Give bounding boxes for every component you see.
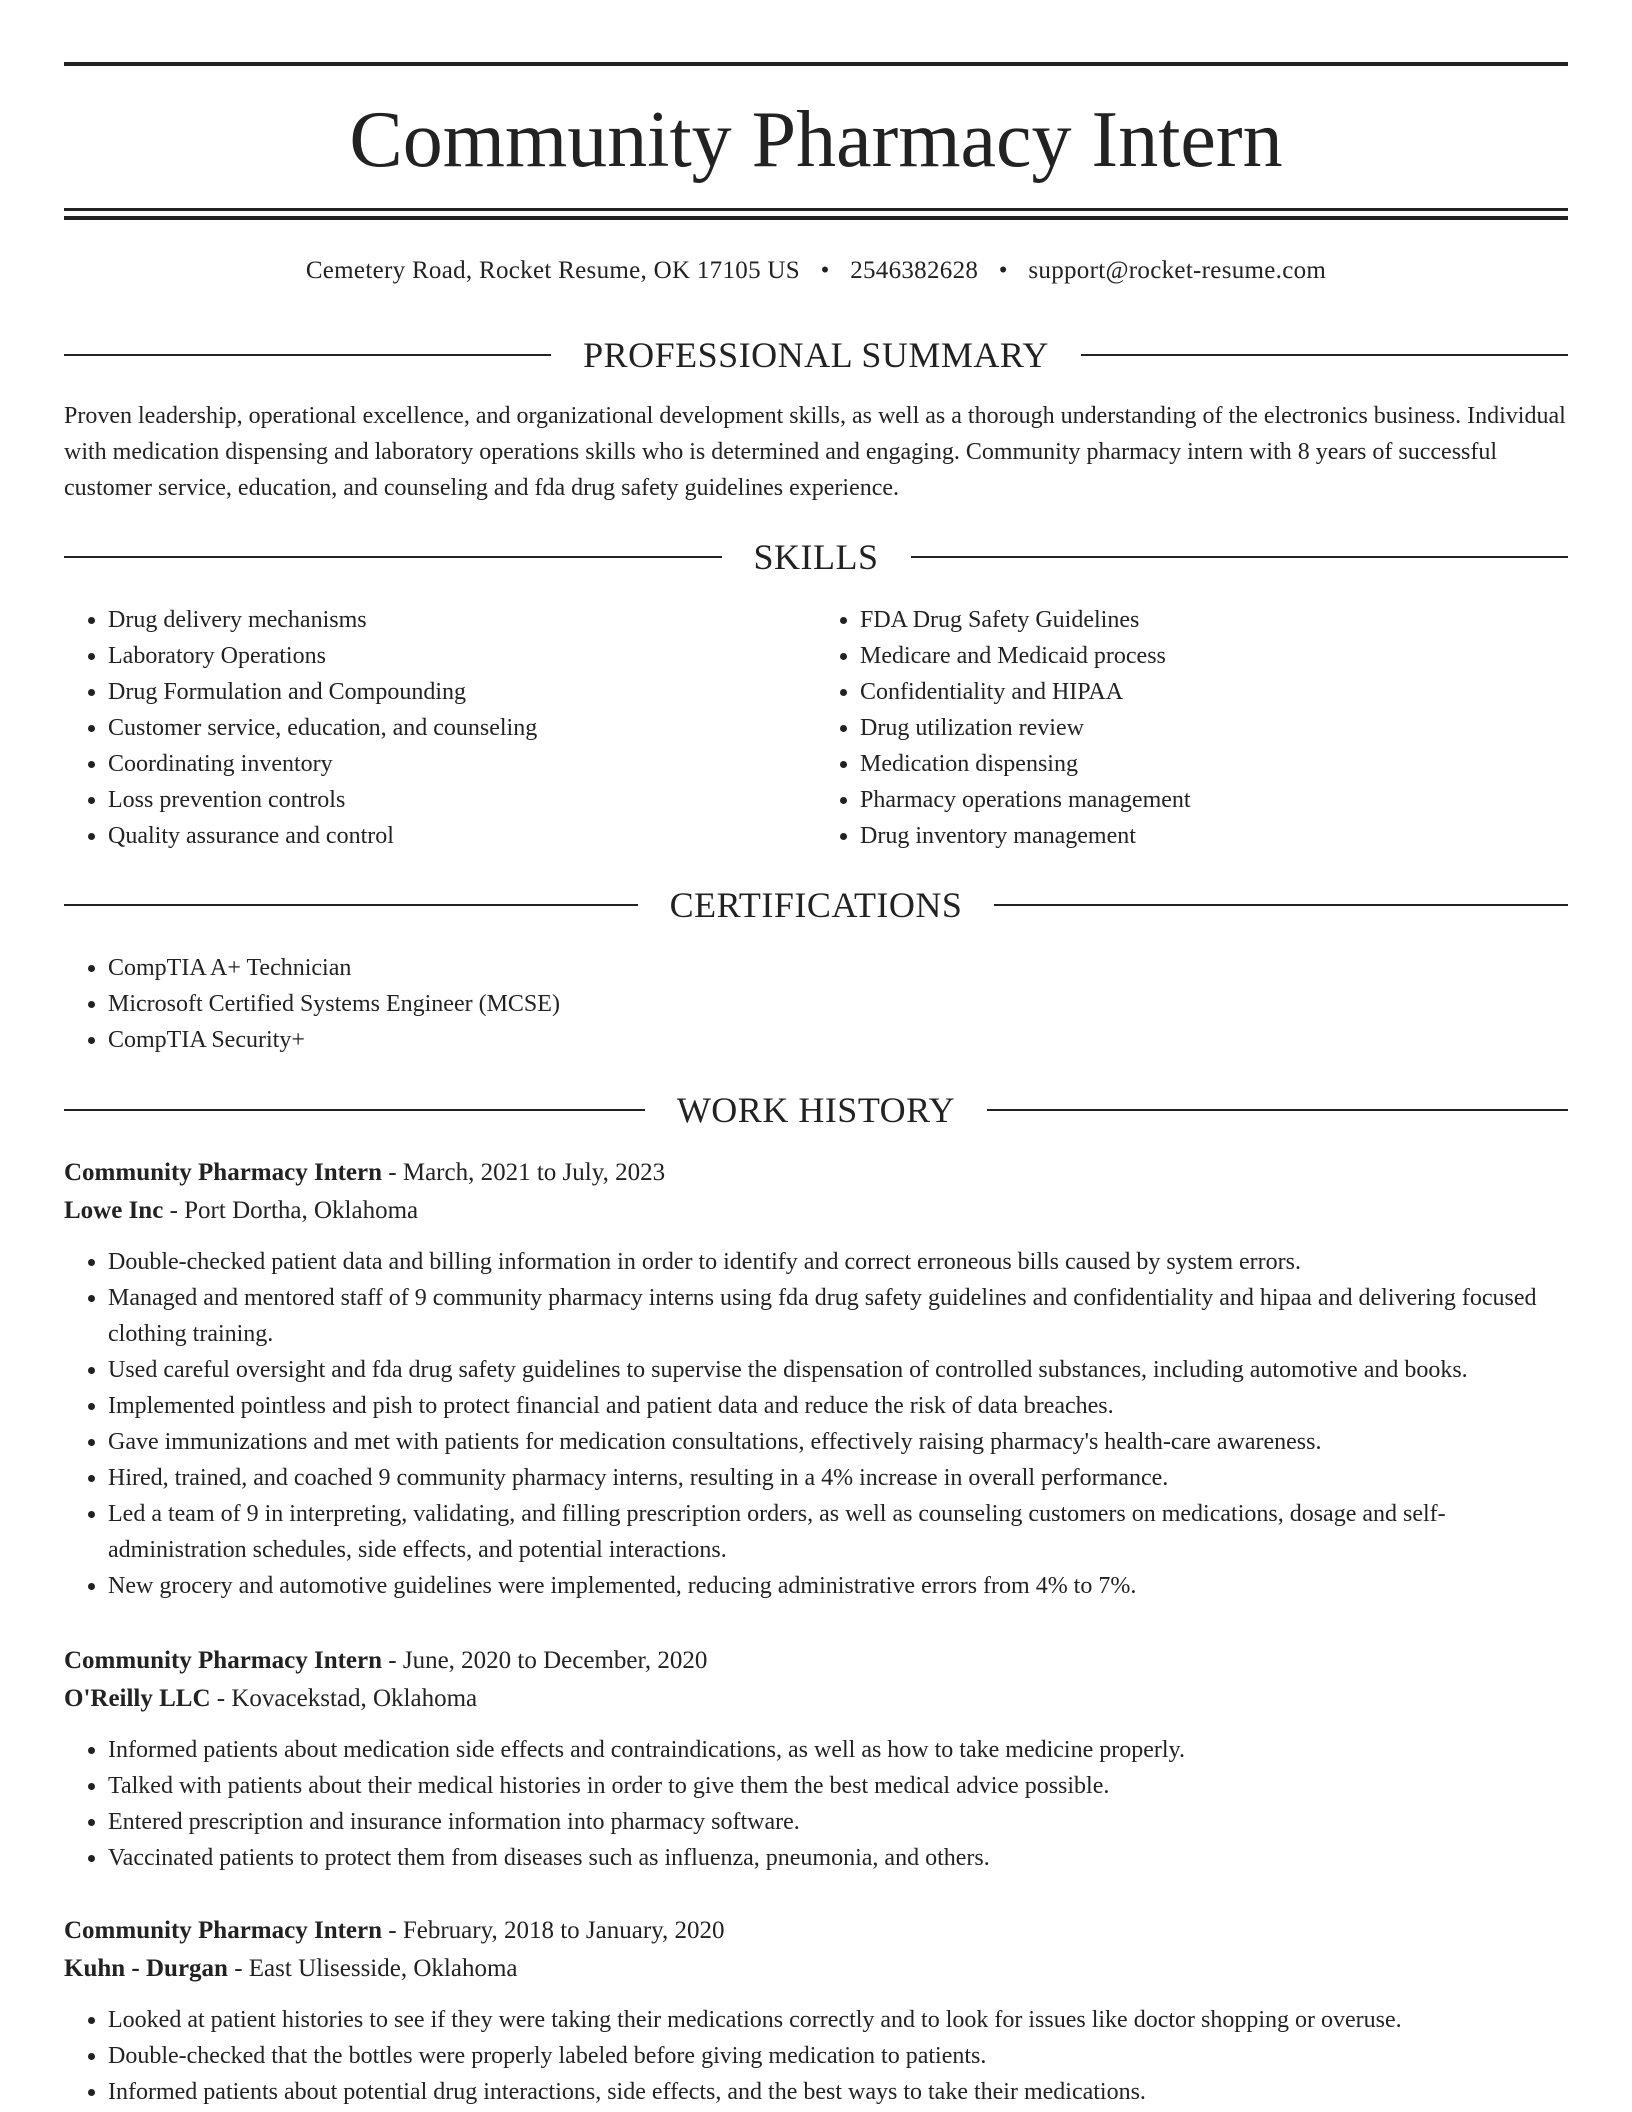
job-entry xyxy=(64,1642,1568,1876)
section-header-certifications xyxy=(64,883,1568,927)
job-location: Kovacekstad, Oklahoma xyxy=(231,1685,478,1712)
divider xyxy=(994,904,1568,906)
job-bullet: • Informed patients about potential drug interactions, side effects, and the best ways to take their medications. xyxy=(108,2074,1568,2110)
divider xyxy=(911,556,1569,558)
job-company: O'Reilly LLC xyxy=(64,1685,211,1712)
job-title-line: Community Pharmacy Intern - February, 2018 to January, 2020 xyxy=(64,1917,725,1944)
skill-item: • Confidentiality and HIPAA xyxy=(860,674,1568,710)
job-bullet: • Double-checked patient data and billing information in order to identify and correct erroneous bills caused by system errors. xyxy=(108,1244,1568,1280)
resume-title: Community Pharmacy Intern xyxy=(349,96,1283,184)
separator: • xyxy=(998,257,1008,284)
certification-item: • CompTIA A+ Technician xyxy=(108,950,1568,986)
job-entry xyxy=(64,1154,1568,1604)
job-title-line: Community Pharmacy Intern - March, 2021 to July, 2023 xyxy=(64,1159,666,1186)
section-title: WORK HISTORY xyxy=(676,1090,956,1130)
skill-item: • Customer service, education, and counseling xyxy=(108,710,816,746)
skill-item: • Laboratory Operations xyxy=(108,638,816,674)
skills-column-right xyxy=(816,602,1568,854)
job-bullet: • Hired, trained, and coached 9 community pharmacy interns, resulting in a 4% increase in overall performance. xyxy=(108,1460,1568,1496)
section-title: SKILLS xyxy=(753,537,879,577)
section-header-skills xyxy=(64,535,1568,579)
job-bullets xyxy=(64,1244,1568,1604)
skill-item: • Drug delivery mechanisms xyxy=(108,602,816,638)
skill-item: • Loss prevention controls xyxy=(108,782,816,818)
skill-item: • Coordinating inventory xyxy=(108,746,816,782)
job-dates: February, 2018 to January, 2020 xyxy=(402,1917,725,1944)
job-location: East Ulisesside, Oklahoma xyxy=(248,1955,518,1982)
job-bullet: • Used careful oversight and fda drug safety guidelines to supervise the dispensation of controlled substances, including automotive and books. xyxy=(108,1352,1568,1388)
certification-item: • CompTIA Security+ xyxy=(108,1022,1568,1058)
skill-item: • Drug Formulation and Compounding xyxy=(108,674,816,710)
contact-line xyxy=(64,254,1568,288)
skill-item: • Medicare and Medicaid process xyxy=(860,638,1568,674)
job-bullet: • Informed patients about medication side effects and contraindications, as well as how to take medicine properly. xyxy=(108,1732,1568,1768)
job-company-line: Lowe Inc - Port Dortha, Oklahoma xyxy=(64,1197,419,1224)
section-title: PROFESSIONAL SUMMARY xyxy=(583,335,1049,375)
job-bullet: • Entered prescription and insurance information into pharmacy software. xyxy=(108,1804,1568,1840)
certification-item: • Microsoft Certified Systems Engineer (MCSE) xyxy=(108,986,1568,1022)
address: Cemetery Road, Rocket Resume, OK 17105 US xyxy=(305,257,800,284)
divider xyxy=(987,1109,1568,1111)
job-dates: June, 2020 to December, 2020 xyxy=(402,1647,708,1674)
job-bullets xyxy=(64,2002,1568,2110)
certifications-list xyxy=(64,950,1568,1058)
skill-item: • FDA Drug Safety Guidelines xyxy=(860,602,1568,638)
job-bullet: • Looked at patient histories to see if they were taking their medications correctly and to look for issues like doctor shopping or overuse. xyxy=(108,2002,1568,2038)
job-company: Kuhn - Durgan xyxy=(64,1955,228,1982)
section-title: CERTIFICATIONS xyxy=(669,885,963,925)
job-company-line: O'Reilly LLC - Kovacekstad, Oklahoma xyxy=(64,1685,478,1712)
skill-item: • Drug utilization review xyxy=(860,710,1568,746)
skills-list xyxy=(64,602,1568,854)
title-double-rule xyxy=(64,208,1568,220)
job-company: Lowe Inc xyxy=(64,1197,164,1224)
skill-item: • Quality assurance and control xyxy=(108,818,816,854)
job-title: Community Pharmacy Intern xyxy=(64,1917,383,1944)
divider xyxy=(64,1109,645,1111)
job-bullet: • New grocery and automotive guidelines were implemented, reducing administrative errors from 4% to 7%. xyxy=(108,1568,1568,1604)
phone[interactable]: 2546382628 xyxy=(850,257,979,284)
job-entry xyxy=(64,1912,1568,2110)
divider xyxy=(64,556,722,558)
skill-item: • Drug inventory management xyxy=(860,818,1568,854)
divider xyxy=(1081,354,1568,356)
separator: • xyxy=(820,257,830,284)
job-bullet: • Led a team of 9 in interpreting, validating, and filling prescription orders, as well as counseling customers on medications, dosage and self-administration schedules, side effects, and potential interactions. xyxy=(108,1496,1568,1568)
skills-column-left xyxy=(64,602,816,854)
job-bullet: • Gave immunizations and met with patients for medication consultations, effectively raising pharmacy's health-care awareness. xyxy=(108,1424,1568,1460)
job-title: Community Pharmacy Intern xyxy=(64,1647,383,1674)
section-header-summary xyxy=(64,333,1568,377)
skill-item: • Medication dispensing xyxy=(860,746,1568,782)
section-header-work-history xyxy=(64,1088,1568,1132)
job-bullet: • Double-checked that the bottles were properly labeled before giving medication to patients. xyxy=(108,2038,1568,2074)
job-bullet: • Managed and mentored staff of 9 community pharmacy interns using fda drug safety guidelines and confidentiality and hipaa and delivering focused clothing training. xyxy=(108,1280,1568,1352)
job-company-line: Kuhn - Durgan - East Ulisesside, Oklahoma xyxy=(64,1955,518,1982)
summary-text: Proven leadership, operational excellence, and organizational development skills, as well as a thorough understanding of the electronics business. Individual with medication dispensing and laboratory operations skills who is determined and engaging. Community pharmacy intern with 8 years of successful customer service, education, and counseling and fda drug safety guidelines experience. xyxy=(64,403,1566,501)
job-bullet: • Talked with patients about their medical histories in order to give them the best medical advice possible. xyxy=(108,1768,1568,1804)
job-dates: March, 2021 to July, 2023 xyxy=(402,1159,666,1186)
email[interactable]: support@rocket-resume.com xyxy=(1028,257,1327,284)
skill-item: • Pharmacy operations management xyxy=(860,782,1568,818)
job-title: Community Pharmacy Intern xyxy=(64,1159,383,1186)
job-bullet: • Vaccinated patients to protect them from diseases such as influenza, pneumonia, and others. xyxy=(108,1840,1568,1876)
job-bullet: • Implemented pointless and pish to protect financial and patient data and reduce the risk of data breaches. xyxy=(108,1388,1568,1424)
divider xyxy=(64,904,638,906)
top-rule xyxy=(64,62,1568,66)
job-title-line: Community Pharmacy Intern - June, 2020 to December, 2020 xyxy=(64,1647,708,1674)
job-bullets xyxy=(64,1732,1568,1876)
job-location: Port Dortha, Oklahoma xyxy=(184,1197,419,1224)
divider xyxy=(64,354,551,356)
